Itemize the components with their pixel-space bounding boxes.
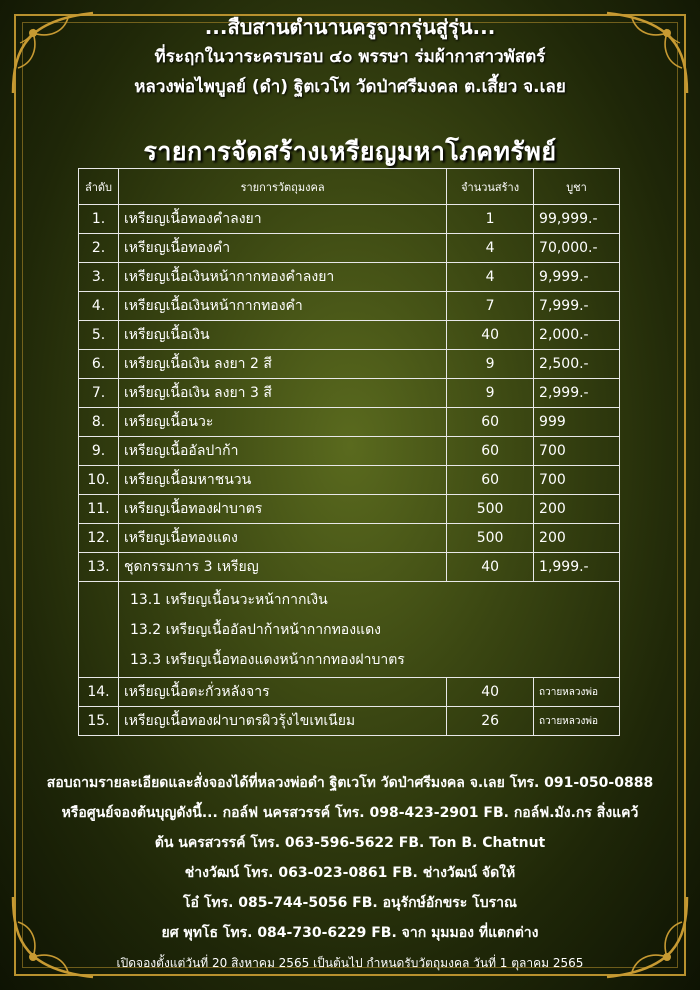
row-price: 999 xyxy=(534,408,620,437)
row-no: 7. xyxy=(79,379,119,408)
contact-line: หรือศูนย์จองต้นบุญดังนี้... กอล์ฟ นครสวรรค์ โทร. 098-423-2901 FB. กอล์ฟ.มัง.กร สิ่งแคว้ xyxy=(61,805,639,821)
table-header-row xyxy=(79,169,620,205)
header xyxy=(0,12,700,102)
row-name: เหรียญเนื้อเงิน ลงยา 2 สี xyxy=(118,350,446,379)
row-qty: 60 xyxy=(447,466,534,495)
row-no: 3. xyxy=(79,263,119,292)
row-qty: 40 xyxy=(447,678,534,707)
row-name: เหรียญเนื้อทองฝาบาตร xyxy=(118,495,446,524)
row-qty: 60 xyxy=(447,437,534,466)
row-qty: 4 xyxy=(447,234,534,263)
row-price: 700 xyxy=(534,437,620,466)
row-name: เหรียญเนื้อเงิน xyxy=(118,321,446,350)
row-price: 2,999.- xyxy=(534,379,620,408)
row-name: เหรียญเนื้อนวะ xyxy=(118,408,446,437)
row-price: 700 xyxy=(534,466,620,495)
row-no: 2. xyxy=(79,234,119,263)
booking-dates: เปิดจองตั้งแต่วันที่ 20 สิงหาคม 2565 เป็นต้นไป กำหนดรับวัตถุมงคล วันที่ 1 ตุลาคม 2565 xyxy=(116,956,584,970)
table-row xyxy=(79,379,620,408)
row-qty: 500 xyxy=(447,495,534,524)
row-name: เหรียญเนื้อทองคำ xyxy=(118,234,446,263)
row-no: 13. xyxy=(79,553,119,582)
row-price: 2,000.- xyxy=(534,321,620,350)
row-qty: 4 xyxy=(447,263,534,292)
header-tagline: ...สืบสานตำนานครูจากรุ่นสู่รุ่น... xyxy=(204,15,496,39)
table-row xyxy=(79,553,620,582)
table-row xyxy=(79,321,620,350)
row-no: 11. xyxy=(79,495,119,524)
table-row xyxy=(79,234,620,263)
table-row xyxy=(79,524,620,553)
items-table xyxy=(78,168,620,736)
row-qty: 9 xyxy=(447,350,534,379)
row-qty: 9 xyxy=(447,379,534,408)
row-qty: 40 xyxy=(447,553,534,582)
subitem: 13.2 เหรียญเนื้ออัลปาก้าหน้ากากทองแดง xyxy=(129,621,382,638)
row-price: 2,500.- xyxy=(534,350,620,379)
row-no: 12. xyxy=(79,524,119,553)
row-no-empty xyxy=(79,582,119,678)
row-name: เหรียญเนื้อเงินหน้ากากทองคำ xyxy=(118,292,446,321)
row-price: ถวายหลวงพ่อ xyxy=(534,678,620,707)
row-price: 9,999.- xyxy=(534,263,620,292)
row-no: 6. xyxy=(79,350,119,379)
row-name: เหรียญเนื้อทองแดง xyxy=(118,524,446,553)
table-row xyxy=(79,205,620,234)
row-price: 200 xyxy=(534,524,620,553)
header-occasion: ที่ระฤกในวาระครบรอบ ๔๐ พรรษา ร่มผ้ากาสาวพัสตร์ xyxy=(154,47,546,67)
row-qty: 26 xyxy=(447,707,534,736)
row-no: 1. xyxy=(79,205,119,234)
subitems-cell xyxy=(118,582,619,678)
contact-line: สอบถามรายละเอียดและสั่งจองได้ที่หลวงพ่อดำ ฐิตเวโท วัดป่าศรีมงคล จ.เลย โทร. 091-050-0888 xyxy=(46,775,654,791)
row-no: 10. xyxy=(79,466,119,495)
contact-line: ต้น นครสวรรค์ โทร. 063-596-5622 FB. Ton B. Chatnut xyxy=(154,835,546,851)
row-no: 8. xyxy=(79,408,119,437)
header-no: ลำดับ xyxy=(79,169,119,205)
table-row xyxy=(79,437,620,466)
row-name: เหรียญเนื้อเงินหน้ากากทองคำลงยา xyxy=(118,263,446,292)
table-row xyxy=(79,495,620,524)
table-row xyxy=(79,263,620,292)
table-row xyxy=(79,292,620,321)
row-price: 1,999.- xyxy=(534,553,620,582)
table-row xyxy=(79,678,620,707)
row-price: 200 xyxy=(534,495,620,524)
subitem: 13.1 เหรียญเนื้อนวะหน้ากากเงิน xyxy=(129,591,328,608)
row-name: เหรียญเนื้อตะกั่วหลังจาร xyxy=(118,678,446,707)
row-name: เหรียญเนื้อเงิน ลงยา 3 สี xyxy=(118,379,446,408)
page-title: รายการจัดสร้างเหรียญมหาโภคทรัพย์ xyxy=(143,137,557,166)
contact-line: ยศ พุทโธ โทร. 084-730-6229 FB. จาก มุมมอง ที่แตกต่าง xyxy=(161,925,539,941)
header-qty: จำนวนสร้าง xyxy=(447,169,534,205)
contact-line: ช่างวัฒน์ โทร. 063-023-0861 FB. ช่างวัฒน์ จัดให้ xyxy=(184,865,516,881)
contact-line: โอ๋ โทร. 085-744-5056 FB. อนุรักษ์อักขระ โบราณ xyxy=(183,895,517,911)
row-qty: 500 xyxy=(447,524,534,553)
row-name: ชุดกรรมการ 3 เหรียญ xyxy=(118,553,446,582)
row-no: 15. xyxy=(79,707,119,736)
subitem: 13.3 เหรียญเนื้อทองแดงหน้ากากทองฝาบาตร xyxy=(129,651,405,668)
table-row xyxy=(79,408,620,437)
row-qty: 1 xyxy=(447,205,534,234)
row-price: 7,999.- xyxy=(534,292,620,321)
row-no: 5. xyxy=(79,321,119,350)
header-price: บูชา xyxy=(534,169,620,205)
header-name: รายการวัตถุมงคล xyxy=(118,169,446,205)
row-qty: 7 xyxy=(447,292,534,321)
row-qty: 60 xyxy=(447,408,534,437)
row-price: ถวายหลวงพ่อ xyxy=(534,707,620,736)
table-row-subitems xyxy=(79,582,620,678)
table-row xyxy=(79,350,620,379)
row-qty: 40 xyxy=(447,321,534,350)
contact-info xyxy=(0,768,700,974)
row-no: 9. xyxy=(79,437,119,466)
row-price: 70,000.- xyxy=(534,234,620,263)
row-name: เหรียญเนื้อมหาชนวน xyxy=(118,466,446,495)
row-no: 4. xyxy=(79,292,119,321)
table-row xyxy=(79,707,620,736)
row-price: 99,999.- xyxy=(534,205,620,234)
header-temple: หลวงพ่อไพบูลย์ (ดำ) ฐิตเวโท วัดป่าศรีมงคล ต.เสี้ยว จ.เลย xyxy=(134,77,566,97)
row-name: เหรียญเนื้อทองคำลงยา xyxy=(118,205,446,234)
row-name: เหรียญเนื้ออัลปาก้า xyxy=(118,437,446,466)
row-name: เหรียญเนื้อทองฝาบาตรผิวรุ้งไขเทเนียม xyxy=(118,707,446,736)
table-row xyxy=(79,466,620,495)
row-no: 14. xyxy=(79,678,119,707)
